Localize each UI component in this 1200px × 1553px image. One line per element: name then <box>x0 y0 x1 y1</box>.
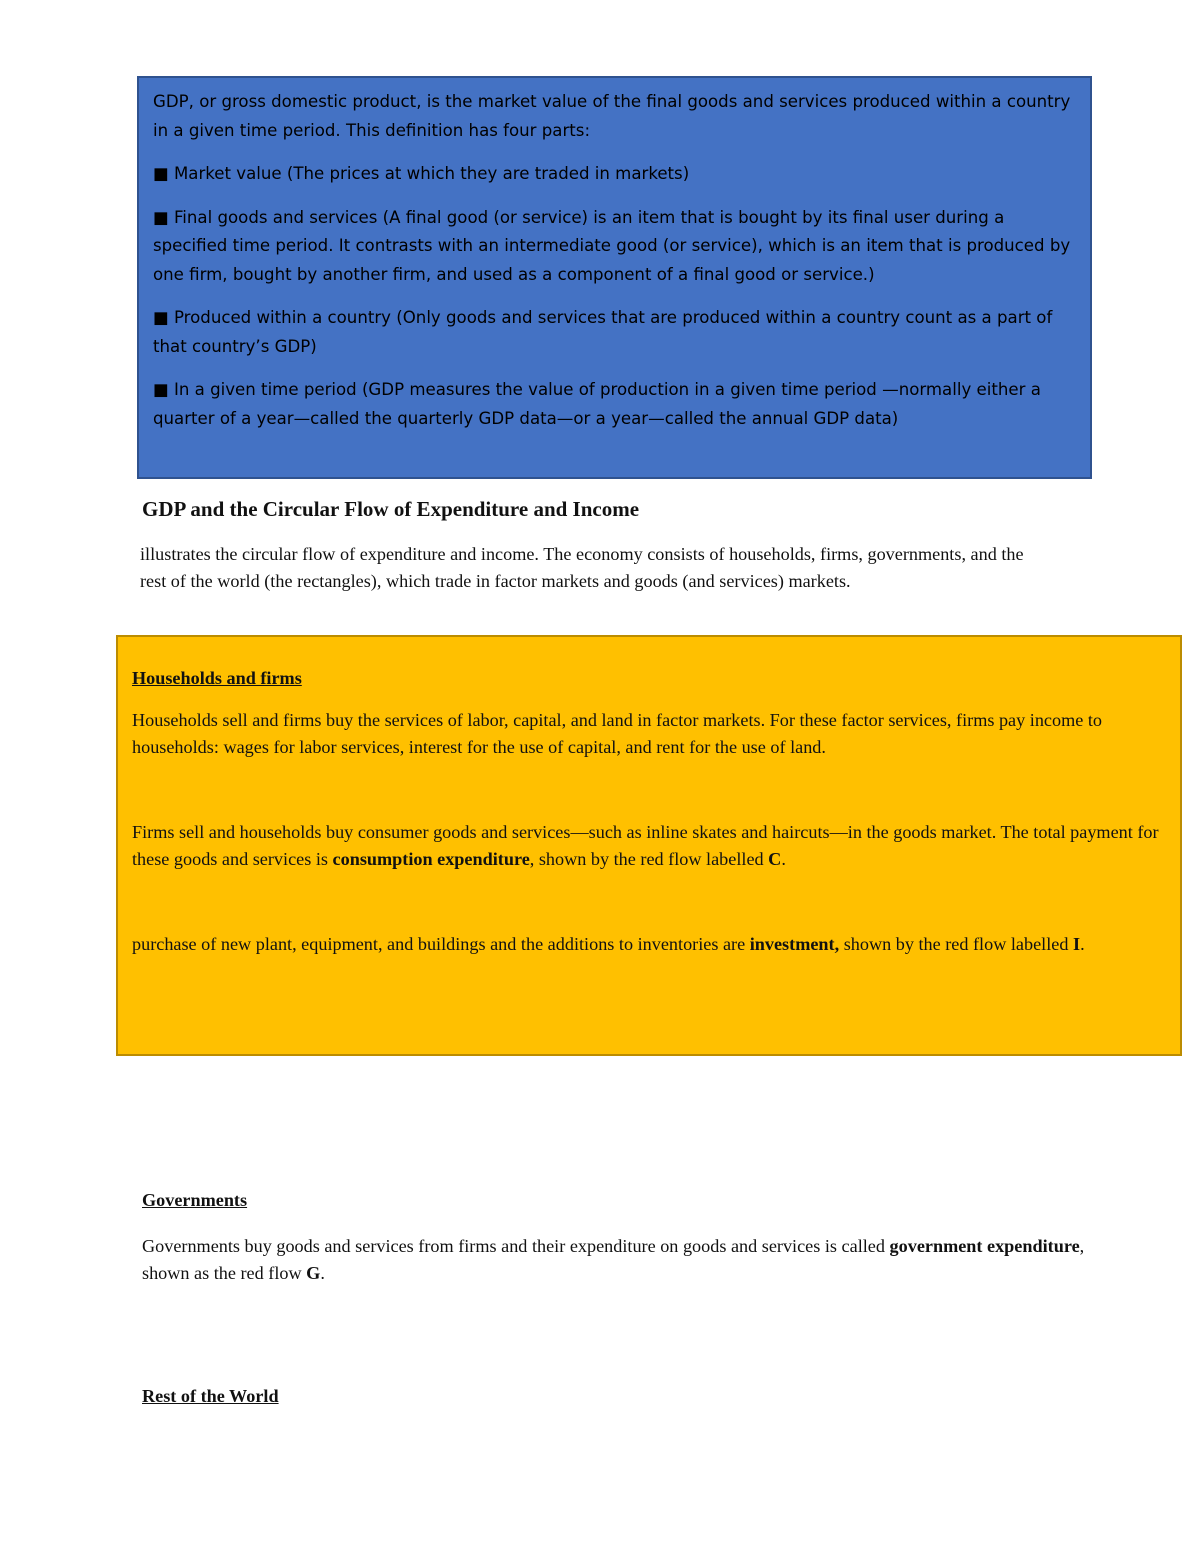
factor-markets-paragraph: Households sell and firms buy the services of labor, capital, and land in factor markets. For these factor services, firms pay income to households: wages for labor services, interest for the use of capital, and rent for the use of land. <box>132 710 1102 757</box>
government-expenditure-term: government expenditure <box>889 1236 1080 1256</box>
bullet-square-icon: ■ <box>153 380 169 399</box>
section-heading: GDP and the Circular Flow of Expenditure and Income <box>142 497 640 521</box>
consumption-expenditure-term: consumption expenditure <box>332 849 530 869</box>
paragraph-text: . <box>1080 934 1085 954</box>
paragraph-text: purchase of new plant, equipment, and buildings and the additions to inventories are <box>132 934 750 954</box>
definition-bullet-time-period <box>153 376 1076 433</box>
flow-label-g: G <box>306 1263 321 1283</box>
definition-bullet-final-goods <box>153 204 1076 290</box>
governments-title: Governments <box>142 1190 248 1210</box>
paragraph-text: . <box>781 849 786 869</box>
households-firms-title: Households and firms <box>132 668 302 688</box>
flow-label-i: I <box>1073 934 1081 954</box>
gdp-definition-box <box>137 76 1092 479</box>
bullet-text: In a given time period (GDP measures the value of production in a given time period —normally either a quarter of a year—called the quarterly GDP data—or a year—called the annual GDP data) <box>153 380 1041 428</box>
paragraph-text: Firms sell and households buy consumer goods and services—such as inline skates and haircuts—in the goods market. The total payment for these goods and services is <box>132 822 1159 869</box>
paragraph-text: Governments buy goods and services from firms and their expenditure on goods and services is called <box>142 1236 890 1256</box>
paragraph-text: . <box>320 1263 325 1283</box>
paragraph-text: shown by the red flow labelled <box>839 934 1073 954</box>
bullet-text: Final goods and services (A final good (or service) is an item that is bought by its final user during a specified time period. It contrasts with an intermediate good (or service), which is an item that is produced by one firm, bought by another firm, and used as a component of a final good or service.) <box>153 207 1071 284</box>
definition-bullet-market-value <box>153 160 1076 189</box>
bullet-text: Produced within a country (Only goods and services that are produced within a country count as a part of that country’s GDP) <box>153 308 1053 356</box>
paragraph-text: , shown by the red flow labelled <box>529 849 769 869</box>
governments-paragraph <box>142 1233 1092 1287</box>
investment-term: investment, <box>749 934 840 954</box>
bullet-text: Market value (The prices at which they are traded in markets) <box>173 164 690 183</box>
investment-paragraph <box>132 931 1168 958</box>
bullet-square-icon: ■ <box>153 308 169 327</box>
definition-intro: GDP, or gross domestic product, is the market value of the final goods and services produced within a country in a given time period. This definition has four parts: <box>153 92 1071 140</box>
definition-bullet-within-country <box>153 304 1076 361</box>
paragraph-text: , shown as the red flow <box>142 1236 1085 1283</box>
households-firms-box <box>116 635 1182 1056</box>
consumption-paragraph <box>132 819 1168 873</box>
section-intro: illustrates the circular flow of expenditure and income. The economy consists of households, firms, governments, and the rest of the world (the rectangles), which trade in factor markets and goods (and services) markets. <box>140 544 1024 591</box>
bullet-square-icon: ■ <box>153 164 169 183</box>
bullet-square-icon: ■ <box>153 207 169 227</box>
rest-of-world-title: Rest of the World <box>142 1386 279 1406</box>
flow-label-c: C <box>768 849 782 869</box>
